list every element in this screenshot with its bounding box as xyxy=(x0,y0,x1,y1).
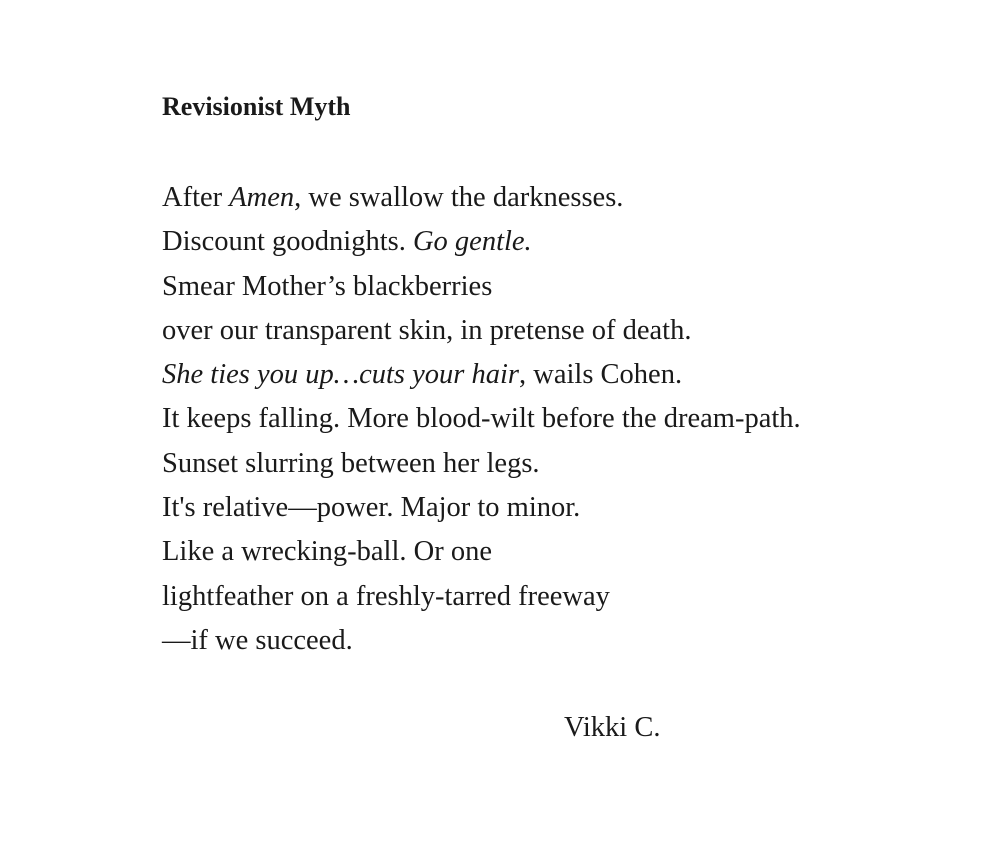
poem-line xyxy=(162,176,801,220)
line-text: After xyxy=(162,182,230,213)
line-text: lightfeather on a freshly-tarred freeway xyxy=(162,580,610,612)
poem-line xyxy=(162,220,801,264)
line-text: Sunset slurring between her legs. xyxy=(162,447,540,479)
poem-line xyxy=(162,530,801,574)
poem-line xyxy=(162,619,801,663)
line-text: It's relative—power. Major to minor. xyxy=(162,492,581,524)
line-text: Discount goodnights. xyxy=(162,226,413,258)
poem-line xyxy=(162,575,801,619)
poem-line xyxy=(162,309,801,353)
line-text: , wails Cohen. xyxy=(519,359,683,391)
poem-line xyxy=(162,265,801,309)
author-signature: Vikki C. xyxy=(564,712,661,743)
poem-line xyxy=(162,442,801,486)
line-text-italic: Go gentle. xyxy=(412,226,532,258)
line-text: Like a wrecking-ball. Or one xyxy=(162,536,492,568)
line-text: It keeps falling. More blood-wilt before the dream-path. xyxy=(162,403,801,435)
poem-line xyxy=(162,353,801,397)
poem-line xyxy=(162,397,801,441)
line-text: over our transparent skin, in pretense of death. xyxy=(162,314,692,346)
line-text-italic: Amen xyxy=(229,182,295,213)
line-text: , we swallow the darknesses. xyxy=(294,182,624,213)
poem-line xyxy=(162,486,801,530)
line-text: Smear Mother’s blackberries xyxy=(162,270,493,302)
line-text-italic: She ties you up…cuts your hair xyxy=(162,359,520,391)
poem-title: Revisionist Myth xyxy=(162,92,351,121)
line-text: —if we succeed. xyxy=(162,624,353,656)
poem-body xyxy=(162,176,801,663)
